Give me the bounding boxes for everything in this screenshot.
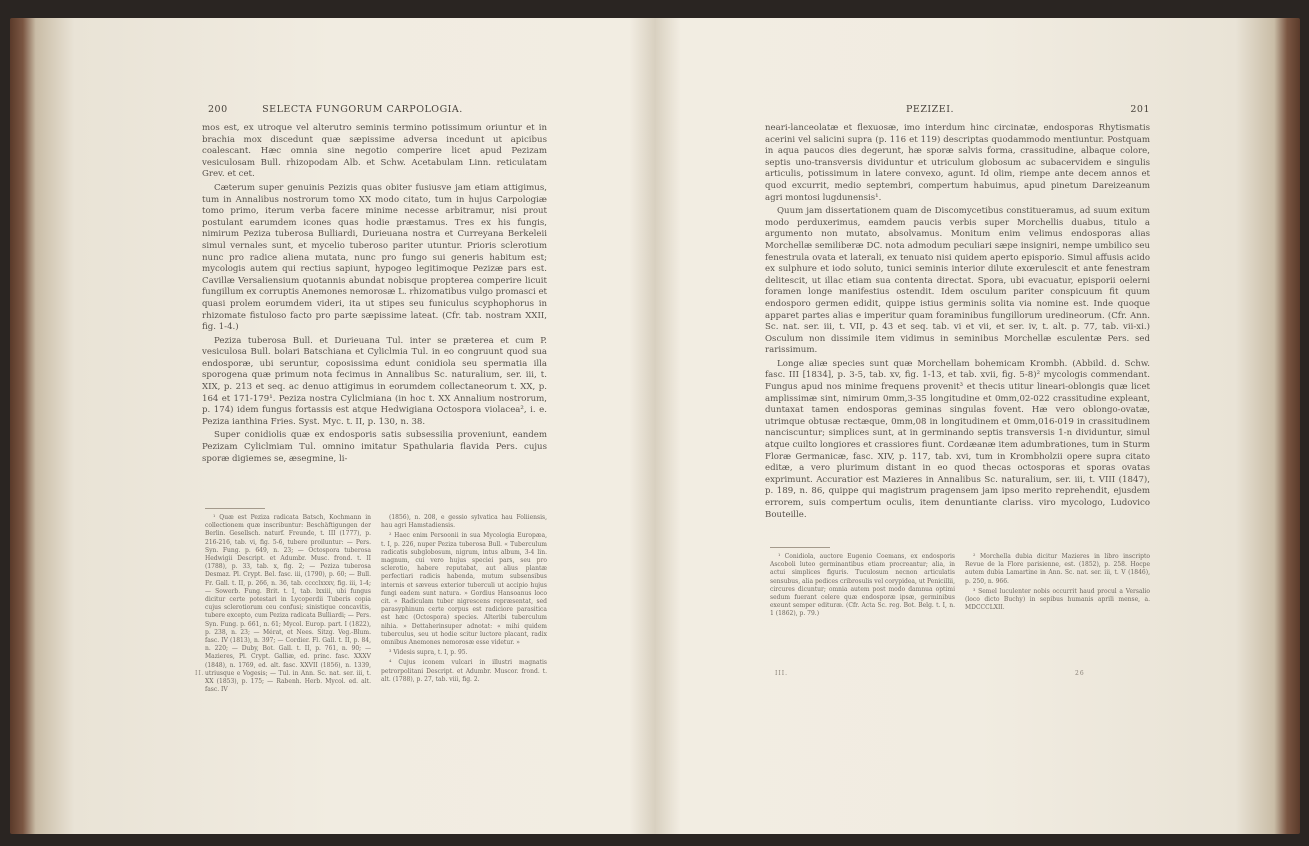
left-running-head: SELECTA FUNGORUM CARPOLOGIA. [262, 104, 463, 115]
footnote-column-2 [381, 514, 547, 696]
footnote: ² Haec enim Persoonii in sua Mycologia Europæa, t. I, p. 226, nuper Peziza tuberosa Bull. « Tuberculum radicatis subglobosum, nigrum, intus album, 3-4 lin. magnum, cui vero hujus speciei pars, seu pro sclerotio, habere reputabat, aut alius plantæ perfectiari radicis habenda, mutum subsensibus internis et sæveus exterior tuberculi ut accipio hujus fungi eadem sunt natura. » Gordius Hansoanus loco cit. « Radiculam tuber nigrescens repræsentat, sed parasyphinum certe corpus est radiciore parasitica est hæc (Octospora) species. Alteribi tuberculum nihia. » Dettaherinsuper adnotat: « mihi quidem tuberculus, seu ut hodie scitur luctore placant, radix omnibus Anemones nemorosæ esse videtur. » [381, 532, 547, 647]
footnote-column-1 [205, 514, 371, 696]
left-footnotes [205, 514, 547, 696]
footnote: ² Morchella dubia dicitur Mazieres in libro inscripto Revue de la Flore parisienne, est. (1852), p. 258. Hocpe autem dubia Lamartine in Ann. Sc. nat. ser. iii, t. V (1846), p. 250, n. 966. [965, 553, 1150, 585]
footnote: ¹ Conidiola, auctore Eugenio Coemans, ex endosporis Ascoboli luteo germinantibus etiam procreantur; alia, in actui simplices figuris. Tuculosum necnon articulatis sensubus, alia pedices cribrosulis vel corypidea, ut Penicillii, circures dicuntur; omnia autem post modo damnua optimi sedum fuerant celere quæ endosporæ ipsæ, germinibus exeunt semper edituræ. (Cfr. Acta Sc. reg. Bot. Belg. t. I, n. 1 (1862), p. 79.) [770, 553, 955, 618]
paragraph: Super conidiolis quæ ex endosporis satis subsessilia proveniunt, eandem Pezizam Cyliclmiam Tul. omnino imitatur Spathularia flavida Pers. cujus sporæ digiemes se, æsegmine, li- [202, 430, 547, 464]
right-page [750, 18, 1150, 834]
signature-number: 26 [1075, 670, 1085, 677]
footnote: ¹ Quæ est Peziza radicata Batsch, Kochmann in collectionem quæ inscribuntur: Beschäftigungen der Berlin. Gesellsch. naturf. Freunde, t. III (1777), p. 216-216, tab. vi, fig. 5-6, tubere proiluntur: — Pers. Syn. Fung. p. 649, n. 23; — Octospora tuberosa Hedwigii Descript. et Adumbr. Musc. frond. t. II (1788), p. 33, tab. x, fig. 2; — Peziza tuberosa Desmaz. Pl. Crypt. Bel. fasc. iii, (1790), p. 60; — Bull. Fr. Gall. t. II, p. 266, n. 36, tab. cccclxxxv, fig. iii, 1-4; — Sowerb. Fung. Brit. t. I, tab. lxxiii, ubi fungus dicitur certe potestari in Lycoperdii Tuberis copia cujus sclerotiorum ceu confusi; sinistique concavitis, tubere excepto, cum Peziza radicata Bulliardi; — Pers. Syn. Fung. p. 661, n. 61; Mycol. Europ. part. I (1822), p. 238, n. 23; — Mérat, et Nees. Sitzg. Veg.-Blum. fasc. IV (1813), n. 397; — Cordier. Fl. Gall. t. II, p. 84, n. 220; — Duby, Bot. Gall. t. II, p. 761, n. 90; — Mazieres, Pl. Crypt. Galliæ, ed. princ. fasc. XXXV (1848), n. 1769, ed. alt. fasc. XXVII (1856), n. 1339, utriusque e Vogesis; — Tul. in Ann. Sc. nat. ser. iii, t. XX (1853), p. 175; — Rabenh. Herb. Mycol. ed. alt. fasc. IV [205, 514, 371, 694]
signature-mark: III. [775, 670, 789, 677]
footnote-column-2 [965, 553, 1150, 621]
footnote-rule [205, 508, 265, 509]
paragraph: neari-lanceolatæ et flexuosæ, imo interdum hinc circinatæ, endosporas Rhytismatis acerini vel salicini supra (p. 116 et 119) descriptas quodammodo mentiuntur. Postquam in aqua paucos dies degerunt, hæ sporæ salvis forma, crassitudine, albaque colore, septis uno-transversis dividuntur et utriculum globosum ac subacervidem e singulis articulis, potissimum in latere convexo, agunt. Id olim, riempe ante decem annos et quod excurrit, medio septembri, compertum habuimus, apud pinetum Dareizeanum agri montosi lugdunensis¹. [765, 123, 1150, 203]
paragraph: Quum jam dissertationem quam de Discomycetibus constitueramus, ad suum exitum modo perduxerimus, eamdem paucis verbis super Morchellis duabus, titulo a argumento non mutato, absolvamus. Monitum enim velimus endosporas alias Morchellæ semiliberæ DC. nota admodum peculiari sæpe insigniri, nempe umbilico seu fenestrula ovata et laterali, ex tenuato nisi quidem aperto episporio. Simul affusis acido ex sulphure et iodo soluto, tunici seminis interior dilute exœrulescit et ante fenestram delitescit, ut illac etiam sua contenta directat. Spora, ubi evacuatur, episporii oelerni foramen longe manifestius ostendit. Idem osculum pariter conspicuum fit quum endosporo germen edidit, quippe istius germinis solita via nomine est. Inde quoque apparet partes alias e imperitur quam foraminibus fungillorum uredineorum. (Cfr. Ann. Sc. nat. ser. iii, t. VII, p. 43 et seq. tab. vi et vii, et ser. iv, t. alt. p. 77, tab. vii-xi.) Osculum non dissimile item vidimus in seminibus Morchellæ esculentæ Pers. sed rarissimum. [765, 206, 1150, 356]
paragraph: mos est, ex utroque vel alterutro seminis termino potissimum oriuntur et in brachia mox discedunt quæ sæpissime adversa incedunt ut apicibus coalescant. Hæc omnia sine negotio comperire licet apud Pezizam vesiculosam Bull. rhizopodam Alb. et Schw. Acetabulam Linn. reticulatam Grev. et cet. [202, 123, 547, 180]
signature-mark: II. [195, 670, 205, 677]
footnote: ³ Semel luculenter nobis occurrit haud procul a Versalio (loco dicto Buchy) in sepibus humanis aprili mense, a. MDCCCLXII. [965, 587, 1150, 612]
left-body-text [202, 123, 547, 467]
book-spread [10, 18, 1300, 834]
right-body-text [765, 123, 1150, 523]
footnote-rule [770, 547, 830, 548]
footnote: (1856), n. 208, e gessio sylvatica hau Foliiensis, hau agri Hamstadiensis. [381, 514, 547, 530]
right-page-number: 201 [1130, 104, 1150, 115]
left-page [170, 18, 555, 834]
footnote: ³ Videsis supra, t. I, p. 95. [389, 649, 468, 657]
paragraph: Longe aliæ species sunt quæ Morchellam bohemicam Krombh. (Abbild. d. Schw. fasc. III [1834], p. 3-5, tab. xv, fig. 1-13, et tab. xvii, fig. 5-8)² mycologis commendant. Fungus apud nos minime frequens provenit³ et thecis utitur lineari-oblongis quæ licet amplissimæ sint, nimirum 0mm,3-35 longitudine et 0mm,02-022 crassitudine expleant, duntaxat tamen endosporas geminas singulas fovent. Hæ vero oblongo-ovatæ, utrimque obtusæ rectæque, 0mm,08 in longitudinem et 0mm,016-019 in crassitudinem nanciscuntur; simplices sunt, at in germinando septis transversis 1-n dividuntur, simul atque cuilto longiores et crassiores fiunt. Cordæanæ item adumbrationes, tum in Sturm Floræ Germanicæ, fasc. XIV, p. 117, tab. xvi, tum in Krombholzii opere supra citato editæ, a vero plurimum distant in eo quod thecas octosporas et sporas ovatas exprimunt. Accuratior est Mazieres in Annalibus Sc. naturalium, ser. iii, t. VIII (1847), p. 189, n. 86, quippe qui magistrum pragensem jam ipso merito reprehendit, ejusdem errorem, suis compertum oculis, item denuntiante clariss. viro mycologo, Ludovico Bouteille. [765, 358, 1150, 520]
right-running-head: PEZIZEI. [906, 104, 954, 115]
footnote-column-1 [770, 553, 955, 621]
footnote: ⁴ Cujus iconem vulcari in illustri magnatis petrorpolitani Descript. et Adumbr. Muscor. frond. t. alt. (1788), p. 27, tab. viii, fig. 2. [381, 659, 547, 683]
left-page-number: 200 [208, 104, 228, 115]
right-footnotes [770, 553, 1150, 621]
paragraph: Cæterum super genuinis Pezizis quas obiter fusiusve jam etiam attigimus, tum in Annalibus nostrorum tomo XX modo citato, tum in hujus Carpologiæ tomo primo, iterum verba facere minime necesse arbitramur, nisi prout postulant earumdem icones quas hodie præstamus. Tres ex his fungis, nimirum Peziza tuberosa Bulliardi, Durieuana nostra et Curreyana Berkeleii simul vernales sunt, et mycelio tuberoso pariter utuntur. Prioris sclerotium nunc pro radice aliena mutata, nunc pro fungo sui generis habitum est; mycologis autem qui rectius sapiunt, hypogeo legitimoque Pezizæ pars est. Cavillæ Versaliensium quotannis abundat nobisque propterea comperire licuit fungillum ex corruptis Anemones nemorosæ L. rhizomatibus vulgo promasci et quasi prolem eorumdem videri, ita ut stipes seu funiculus scyphophorus in rhizomate fistuloso facto pro parte sæpissime lateat. (Cfr. tab. nostram XXII, fig. 1-4.) [202, 182, 547, 333]
paragraph: Peziza tuberosa Bull. et Durieuana Tul. inter se præterea et cum P. vesiculosa Bull. bolari Batschiana et Cyliclmia Tul. in eo congruunt quod sua endosporæ, ubi seruntur, coposissima edunt conidiola seu spermatia illa sporogena quæ primum nota fecimus in Annalibus Sc. naturalium, ser. iii, t. XIX, p. 213 et seq. ac denuo attigimus in eorumdem collectaneorum t. XX, p. 164 et 171-179¹. Peziza nostra Cyliclmiana (in hoc t. XX Annalium nostrorum, p. 174) idem fungus fortassis est atque Hedwigiana Octospora violacea², i. e. Peziza ianthina Fries. Syst. Myc. t. II, p. 130, n. 38. [202, 335, 547, 427]
